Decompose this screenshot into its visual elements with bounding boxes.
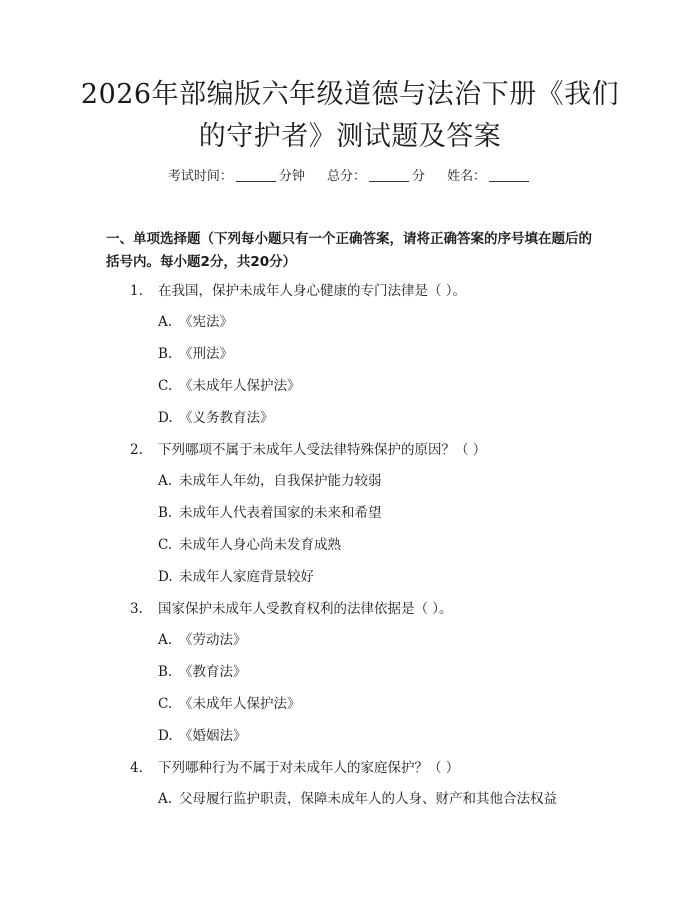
option-letter: D. (158, 569, 173, 585)
option-3c (0, 694, 700, 726)
exam-time-unit: 分钟 (278, 169, 305, 184)
option-text: 《未成年人保护法》 (179, 696, 301, 712)
option-text: 《义务教育法》 (179, 410, 274, 426)
option-2d (0, 567, 700, 599)
option-letter: D. (158, 410, 173, 426)
option-text: 父母履行监护职责，保障未成年人的人身、财产和其他合法权益 (179, 791, 557, 807)
option-3d (0, 726, 700, 758)
option-text: 《婚姻法》 (179, 728, 247, 744)
option-text: 未成年人身心尚未发育成熟 (179, 537, 341, 553)
option-2a (0, 471, 700, 503)
option-text: 《教育法》 (179, 664, 247, 680)
student-name-blank (489, 181, 529, 182)
option-1d (0, 408, 700, 440)
option-letter: D. (158, 728, 173, 744)
exam-time-label: 考试时间： (167, 169, 233, 184)
option-text: 未成年人年幼，自我保护能力较弱 (179, 473, 382, 489)
title-line-1: 2026年部编版六年级道德与法治下册《我们 (80, 79, 620, 110)
question-text: 下列哪项不属于未成年人受法律特殊保护的原因？（ ） (158, 442, 487, 458)
option-3b (0, 662, 700, 694)
question-4 (0, 758, 700, 789)
option-letter: C. (158, 537, 173, 553)
title-line-2: 的守护者》测试题及答案 (198, 121, 502, 152)
section-heading: 一、单项选择题（下列每小题只有一个正确答案，请将正确答案的序号填在题后的括号内。每小题2分，共20分） (106, 231, 592, 270)
option-letter: A. (158, 473, 173, 489)
student-name-label: 姓名： (447, 169, 487, 184)
exam-info-line (0, 167, 700, 187)
question-text: 在我国，保护未成年人身心健康的专门法律是（ ）。 (158, 283, 467, 299)
option-text: 未成年人代表着国家的未来和希望 (179, 505, 382, 521)
option-text: 《未成年人保护法》 (179, 378, 301, 394)
option-2b (0, 503, 700, 535)
question-text: 下列哪种行为不属于对未成年人的家庭保护？（ ） (158, 760, 460, 776)
total-score-blank (369, 181, 409, 182)
option-letter: B. (158, 664, 173, 680)
option-letter: A. (158, 314, 173, 330)
option-3a (0, 630, 700, 662)
question-1 (0, 281, 700, 312)
option-text: 《劳动法》 (179, 632, 247, 648)
question-number: 3. (130, 601, 143, 617)
option-letter: A. (158, 791, 173, 807)
option-1c (0, 376, 700, 408)
document-title (60, 74, 640, 158)
option-letter: B. (158, 505, 173, 521)
question-number: 4. (130, 760, 143, 776)
question-3 (0, 599, 700, 630)
total-score-field (327, 169, 425, 184)
total-score-unit: 分 (412, 169, 426, 184)
exam-time-field (168, 169, 305, 184)
question-number: 1. (130, 283, 143, 299)
option-2c (0, 535, 700, 567)
total-score-label: 总分： (326, 169, 366, 184)
question-2 (0, 440, 700, 471)
student-name-field (447, 169, 532, 184)
option-4a (0, 789, 700, 821)
exam-time-blank (236, 181, 276, 182)
option-text: 《刑法》 (179, 346, 233, 362)
question-list (0, 281, 700, 821)
option-1a (0, 312, 700, 344)
question-number: 2. (130, 442, 143, 458)
option-letter: A. (158, 632, 173, 648)
option-text: 未成年人家庭背景较好 (179, 569, 314, 585)
option-1b (0, 344, 700, 376)
question-text: 国家保护未成年人受教育权利的法律依据是（ ）。 (158, 601, 453, 617)
option-text: 《宪法》 (179, 314, 233, 330)
option-letter: B. (158, 346, 173, 362)
option-letter: C. (158, 696, 173, 712)
option-letter: C. (158, 378, 173, 394)
